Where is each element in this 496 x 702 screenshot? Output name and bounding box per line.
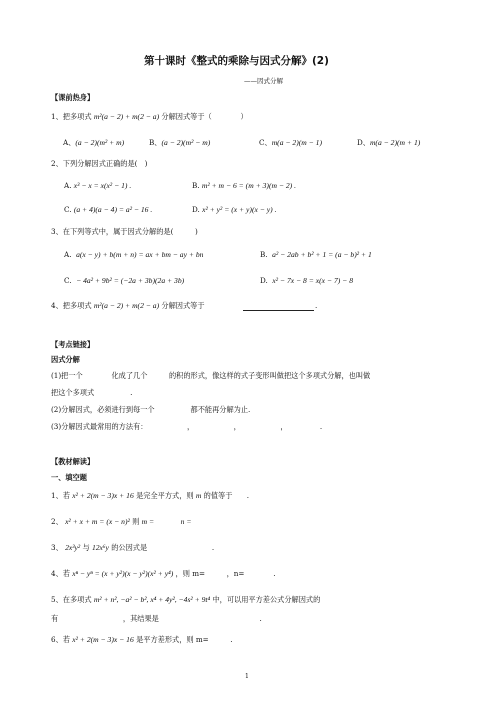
fill-question-5-line-2: 有 ，其结果是 . bbox=[51, 614, 262, 623]
concept-line-2: (2)分解因式，必须进行到每一个 都不能再分解为止. bbox=[51, 405, 251, 414]
question-3-stem: 3、在下列等式中，属于因式分解的是( ) bbox=[51, 227, 198, 236]
page-title: 第十课时《整式的乘除与因式分解》(2) bbox=[144, 55, 329, 67]
part-heading-fill: 一、填空题 bbox=[51, 473, 87, 482]
question-3-option-a: A. a(x − y) + b(m + n) = ax + bm − ay + bn bbox=[64, 250, 204, 259]
question-2-option-d: D. x² + y² = (x + y)(x − y) . bbox=[192, 205, 277, 214]
page-subtitle: ——因式分解 bbox=[244, 77, 283, 85]
fill-question-3: 3、 2x³y² 与 12x⁶y 的公因式是 . bbox=[51, 543, 215, 552]
question-1-option-a: A、(a − 2)(m² + m) bbox=[63, 138, 125, 147]
question-2-option-b: B. m² + m − 6 = (m + 3)(m − 2) . bbox=[192, 181, 296, 190]
question-3-option-c: C. − 4a² + 9b² = (−2a + 3b)(2a + 3b) bbox=[64, 276, 185, 285]
answer-blank-line bbox=[243, 310, 314, 311]
page-number: 1 bbox=[245, 673, 249, 680]
math-expression: m²(a − 2) + m(2 − a) bbox=[93, 112, 160, 121]
fill-question-4: 4、若 xⁿ − yⁿ = (x + y²)(x − y²)(x² + y⁴) ，则 m= ，n= . bbox=[51, 569, 276, 578]
fill-question-1: 1、若 x² + 2(m − 3)x + 16 是完全平方式，则 m 的值等于 . bbox=[51, 491, 250, 500]
section-heading-links: 【考点链接】 bbox=[51, 340, 95, 349]
question-3-option-d: D. x² − 7x − 8 = x(x − 7) − 8 bbox=[260, 276, 353, 285]
concept-line-1: (1)把一个 化成了几个 的积的形式，像这样的式子变形叫做把这个多项式分解，也叫做 bbox=[51, 371, 371, 380]
question-1-stem: 1、把多项式 m²(a − 2) + m(2 − a) 分解因式等于（ ） bbox=[51, 112, 248, 121]
concept-line-1b: 把这个多项式 . bbox=[51, 388, 133, 397]
question-4-stem: 4、把多项式 m²(a − 2) + m(2 − a) 分解因式等于 bbox=[51, 301, 205, 310]
fill-question-2: 2、 x² + x + m = (x − n)² 则 m = n = bbox=[51, 517, 192, 526]
question-1-option-d: D、m(a − 2)(m + 1) bbox=[357, 138, 421, 147]
fill-question-6: 6、若 x² + 2(m − 3)x − 16 是平方差形式，则 m= . bbox=[51, 635, 233, 644]
question-1-option-b: B、(a − 2)(m² − m) bbox=[149, 138, 211, 147]
section-heading-warmup: 【课前热身】 bbox=[51, 93, 95, 102]
question-4-end: . bbox=[315, 301, 318, 310]
question-1-option-c: C、m(a − 2)(m − 1) bbox=[259, 138, 323, 147]
question-2-option-a: A. x³ − x = x(x² − 1) . bbox=[64, 181, 132, 190]
subheading-factorization: 因式分解 bbox=[51, 355, 80, 364]
question-2-stem: 2、下列分解因式正确的是( ) bbox=[51, 159, 148, 168]
fill-question-5: 5、在多项式 m² + n², −a² − b², x⁴ + 4y², −4s² + 9t⁴ 中，可以用平方差公式分解因式的 bbox=[51, 595, 321, 604]
question-3-option-b: B. a² − 2ab + b² + 1 = (a − b)² + 1 bbox=[260, 250, 372, 259]
concept-line-3: (3)分解因式最常用的方法有： ， ， ， . bbox=[51, 422, 323, 431]
question-2-option-c: C. (a + 4)(a − 4) = a² − 16 . bbox=[64, 205, 153, 214]
section-heading-reading: 【教材解读】 bbox=[51, 457, 95, 466]
